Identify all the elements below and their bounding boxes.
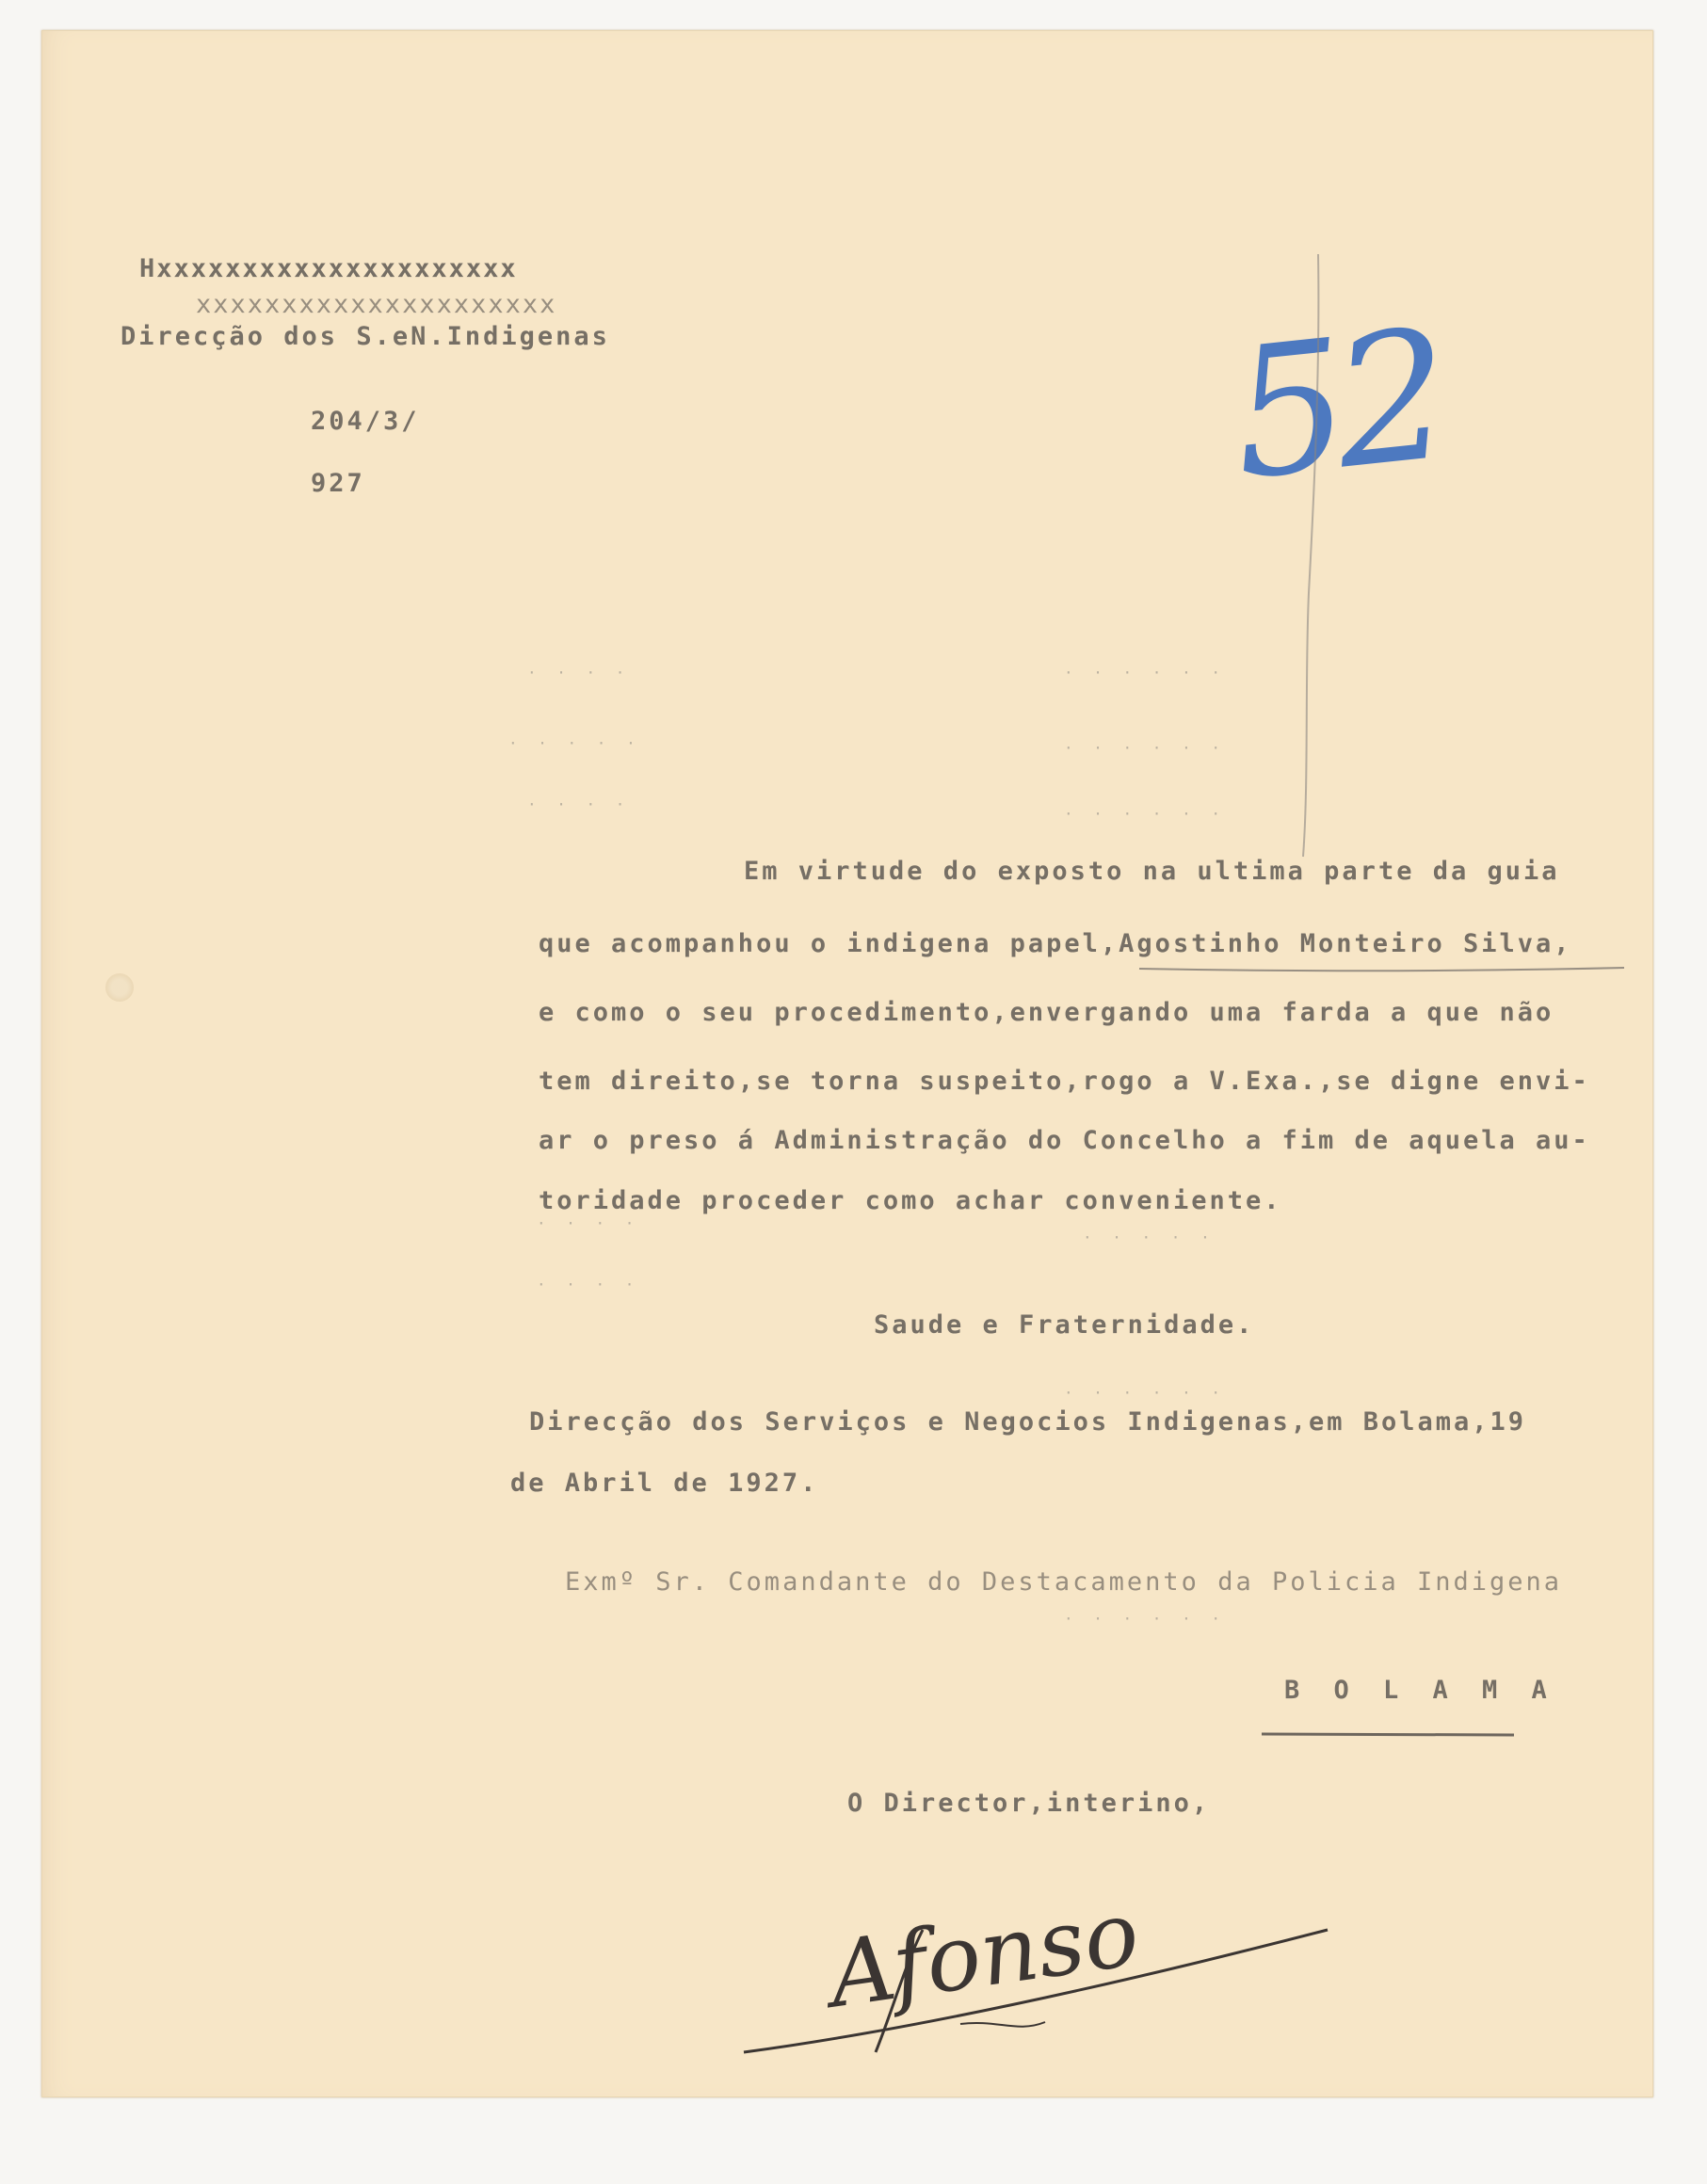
body-line-6: toridade proceder como achar conveniente. [539, 1186, 1282, 1215]
punch-hole [105, 973, 134, 1002]
folio-number: 52 [1223, 291, 1449, 520]
dot-residue: · · · · · [508, 734, 641, 752]
dot-residue: · · · · [527, 795, 631, 813]
pencil-mark [1280, 254, 1337, 866]
dot-residue: · · · · [537, 1276, 640, 1293]
city-underline [1262, 1730, 1516, 1740]
greeting: Saude e Fraternidade. [874, 1310, 1255, 1340]
closing-line: O Director,interino, [847, 1789, 1211, 1818]
signature: Afonso [822, 1880, 1146, 2029]
body-line-5: ar o preso á Administração do Concelho a fim de aquela au- [539, 1126, 1590, 1155]
body-line-2: que acompanhou o indigena papel,Agostinho Monteiro Silva, [539, 929, 1572, 958]
struck-out-line-1: Hxxxxxxxxxxxxxxxxxxxxx [139, 254, 518, 283]
dot-residue: · · · · · · [1064, 739, 1226, 757]
office-heading: Direcção dos S.eN.Indigenas [121, 322, 610, 351]
dot-residue: · · · · · · [1064, 805, 1226, 823]
dot-residue: · · · · · · [1064, 664, 1226, 682]
reference-year: 927 [311, 469, 365, 498]
dot-residue: · · · · [527, 664, 631, 682]
struck-out-line-2: xxxxxxxxxxxxxxxxxxxxx [196, 290, 557, 319]
signature-flourish [734, 1911, 1337, 2099]
body-line-1: Em virtude do exposto na ultima parte da guia [744, 857, 1560, 886]
reference-number: 204/3/ [311, 407, 420, 436]
body-line-4: tem direito,se torna suspeito,rogo a V.Exa.,se digne envi- [539, 1067, 1590, 1096]
name-underline [1139, 965, 1629, 976]
body-line-3: e como o seu procedimento,envergando uma farda a que não [539, 998, 1554, 1027]
place-date-line-1: Direcção dos Serviços e Negocios Indigenas,em Bolama,19 [529, 1407, 1527, 1437]
place-date-line-2: de Abril de 1927. [510, 1469, 819, 1498]
dot-residue: · · · · · [1083, 1228, 1216, 1246]
dot-residue: · · · · · · [1064, 1610, 1226, 1628]
dot-residue: · · · · · · [1064, 1384, 1226, 1402]
dot-residue: · · · · [537, 1214, 640, 1232]
addressee-line: Exmº Sr. Comandante do Destacamento da Policia Indigena [565, 1567, 1563, 1597]
addressee-city: B O L A M A [1284, 1676, 1556, 1705]
